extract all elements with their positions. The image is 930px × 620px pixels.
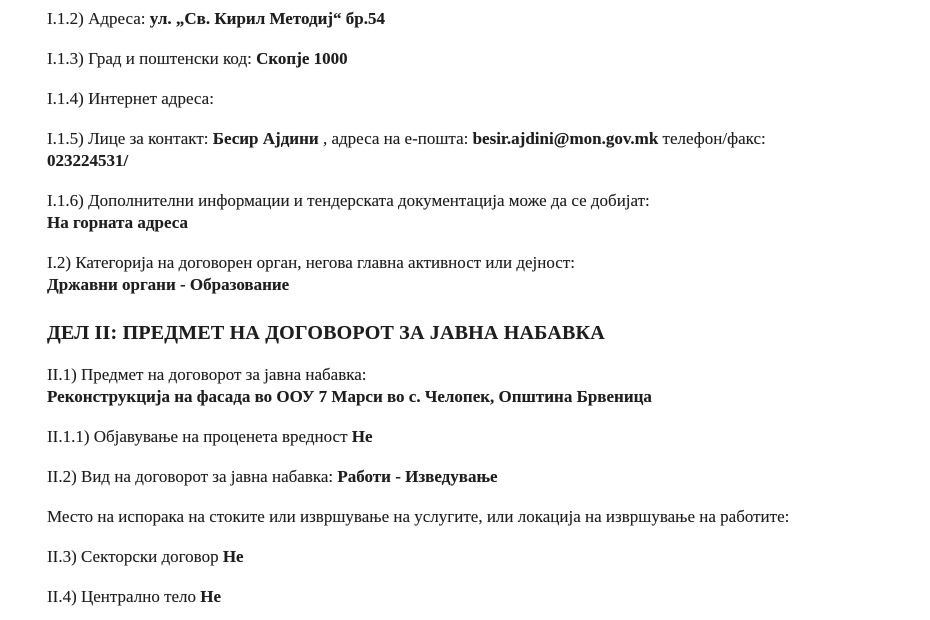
text-segment: ул. „Св. Кирил Методиј“ бр.54 (149, 9, 385, 28)
para-address (47, 8, 882, 30)
text-segment: Не (200, 587, 222, 606)
text-segment: II.1) Предмет на договорот за јавна набавка: (47, 365, 367, 384)
text-segment: besir.ajdini@mon.gov.mk (472, 129, 659, 148)
text-segment: Не (351, 427, 373, 446)
text-segment: Работи - Изведување (337, 467, 498, 486)
text-segment: 023224531/ (47, 151, 129, 170)
heading-part-ii (47, 320, 882, 346)
text-segment: II.1.1) Објавување на проценета вредност (47, 427, 352, 446)
para-internet-address (47, 88, 882, 110)
text-segment: Државни органи - Образование (47, 275, 290, 294)
text-segment: Реконструкција на фасада во ООУ 7 Марси во с. Челопек, Општина Брвеница (47, 387, 652, 406)
text-segment: Место на испорака на стоките или извршување на услугите, или локација на извршување на работите: (47, 507, 790, 526)
text-segment: I.1.6) Дополнителни информации и тендерската документација може да се добијат: (47, 191, 650, 210)
text-segment: Скопје 1000 (256, 49, 348, 68)
text-segment: Не (222, 547, 244, 566)
text-segment: На горната адреса (47, 213, 188, 232)
para-category (47, 252, 882, 296)
para-city-postal-code (47, 48, 882, 70)
text-segment: I.1.3) Град и поштенски код: (47, 49, 257, 68)
para-contract-type (47, 466, 882, 488)
text-segment: II.4) Централно тело (47, 587, 201, 606)
para-contract-subject (47, 364, 882, 408)
para-delivery-location (47, 506, 882, 528)
para-central-body (47, 586, 882, 608)
text-segment: I.1.5) Лице за контакт: (47, 129, 213, 148)
text-segment: II.2) Вид на договорот за јавна набавка: (47, 467, 338, 486)
para-estimated-value (47, 426, 882, 448)
text-segment: телефон/факс: (658, 129, 766, 148)
text-segment: I.2) Категорија на договорен орган, негова главна активност или дејност: (47, 253, 575, 272)
text-segment: I.1.4) Интернет адреса: (47, 89, 214, 108)
text-segment: , адреса на е-пошта: (318, 129, 473, 148)
text-segment: ДЕЛ II: ПРЕДМЕТ НА ДОГОВОРОТ ЗА ЈАВНА НАБАВКА (47, 322, 605, 344)
para-additional-info (47, 190, 882, 234)
text-segment: II.3) Секторски договор (47, 547, 223, 566)
para-contact-person (47, 128, 882, 172)
para-sector-contract (47, 546, 882, 568)
text-segment: Бесир Ајдини (212, 129, 319, 148)
text-segment: I.1.2) Адреса: (47, 9, 150, 28)
